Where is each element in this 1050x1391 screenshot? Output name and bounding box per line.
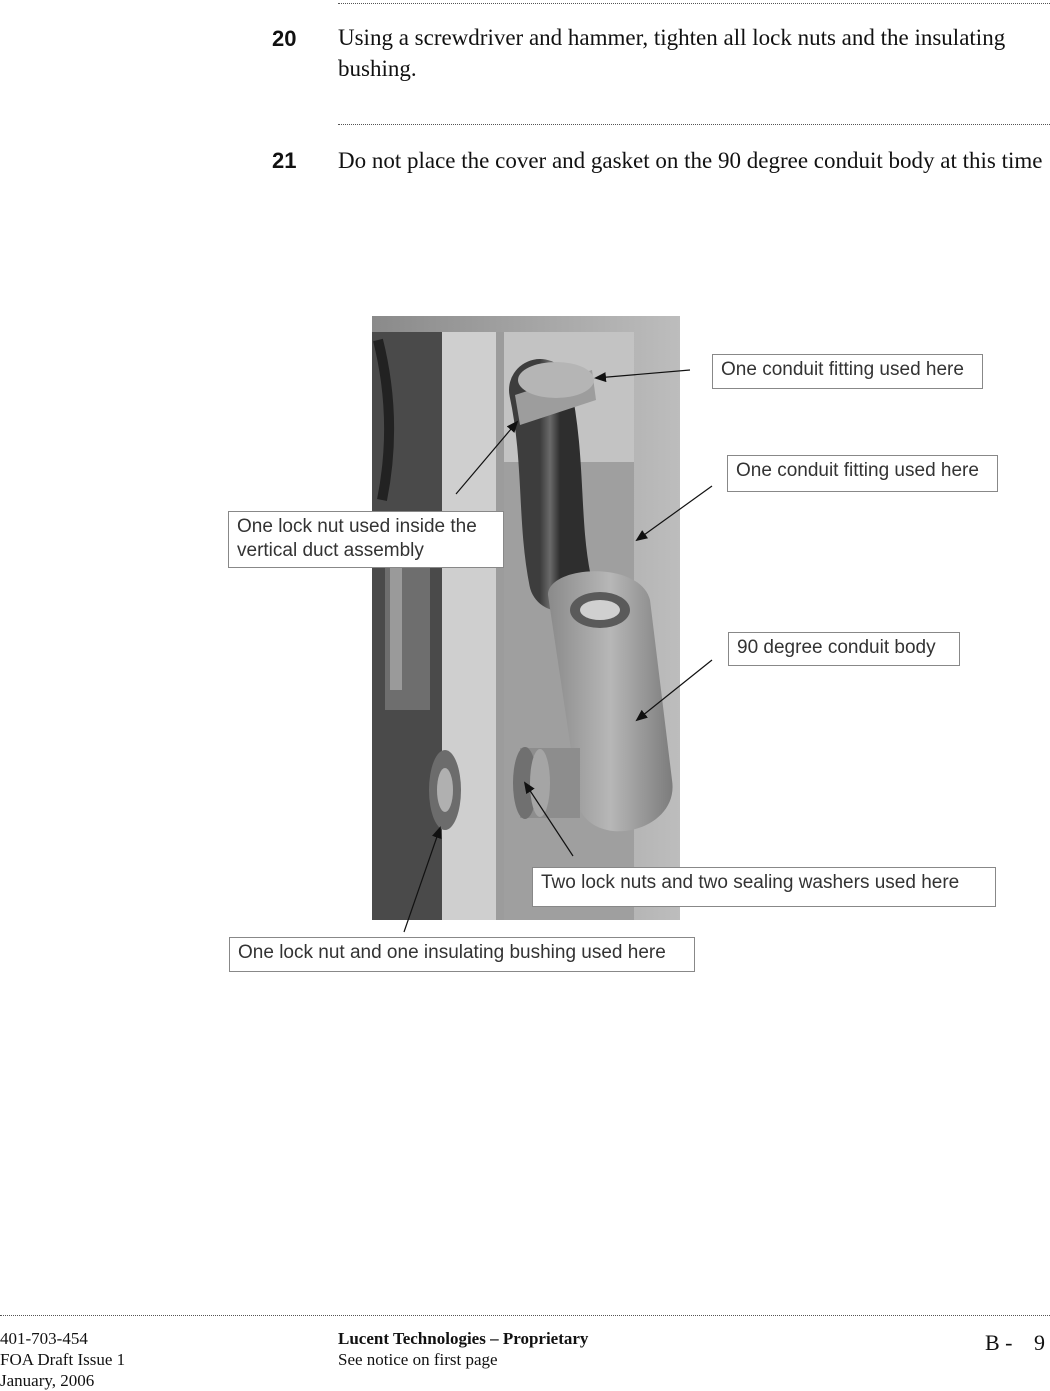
callout-top-conduit-fitting: One conduit fitting used here (712, 354, 983, 389)
step-text: Do not place the cover and gasket on the 90 degree conduit body at this time (338, 148, 1043, 173)
company-proprietary: Lucent Technologies – Proprietary (338, 1329, 589, 1348)
issue-label: FOA Draft Issue 1 (0, 1350, 126, 1369)
page-number: 9 (1034, 1330, 1045, 1355)
callout-lock-nut-insulating-bushing: One lock nut and one insulating bushing used here (229, 937, 695, 972)
footer-rule (0, 1315, 1050, 1316)
callout-lock-nut-inside-duct: One lock nut used inside the vertical duct assembly (228, 511, 504, 568)
photo (372, 316, 680, 920)
step-text: Using a screwdriver and hammer, tighten all lock nuts and the insulating bushing. (338, 25, 1006, 81)
doc-number: 401-703-454 (0, 1329, 88, 1348)
callout-two-lock-nuts-washers: Two lock nuts and two sealing washers used here (532, 867, 996, 907)
callout-90-degree-conduit-body: 90 degree conduit body (728, 632, 960, 666)
step-number: 20 (272, 26, 297, 51)
date-label: January, 2006 (0, 1371, 95, 1390)
step-number: 21 (272, 148, 297, 173)
notice-text: See notice on first page (338, 1350, 498, 1369)
callout-mid-conduit-fitting: One conduit fitting used here (727, 455, 998, 492)
page-prefix: B - (985, 1330, 1013, 1355)
